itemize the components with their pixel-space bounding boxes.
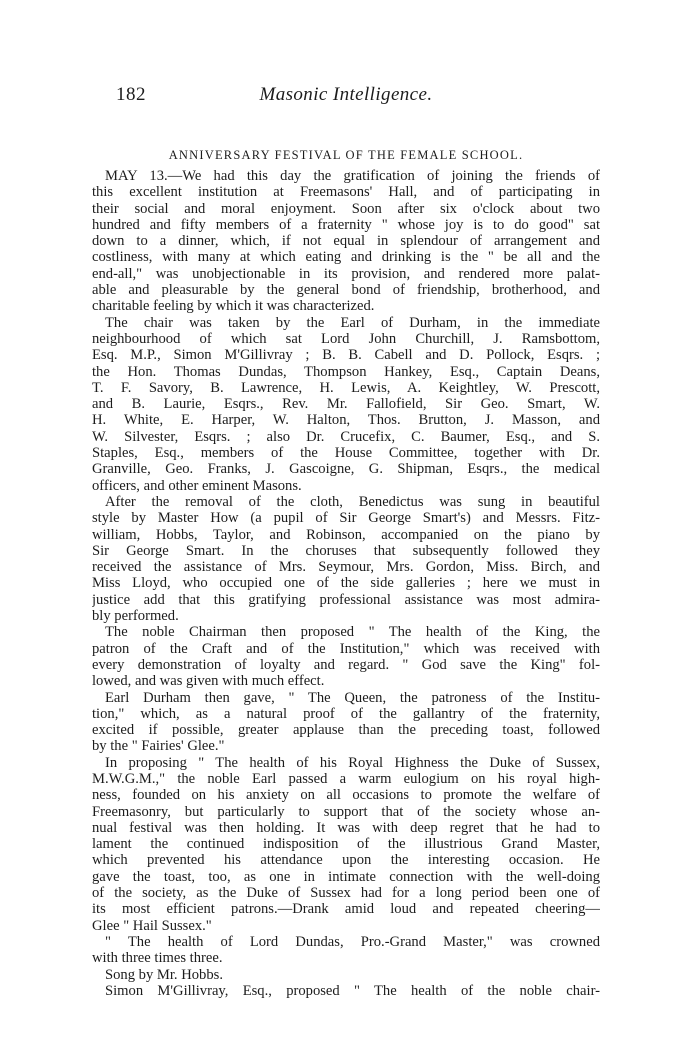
- text-line: Miss Lloyd, who occupied one of the side galleries ; here we must in: [92, 575, 600, 592]
- text-line: which prevented his attendance upon the interesting occasion. He: [92, 852, 600, 869]
- text-line: Song by Mr. Hobbs.: [105, 966, 223, 983]
- text-line: H. White, E. Harper, W. Halton, Thos. Brutton, J. Masson, and: [92, 412, 600, 429]
- text-line: officers, and other eminent Masons.: [92, 477, 302, 494]
- text-line: this excellent institution at Freemasons' Hall, and of participating in: [92, 184, 600, 201]
- text-line: T. F. Savory, B. Lawrence, H. Lewis, A. Keightley, W. Prescott,: [92, 379, 600, 396]
- text-line: with three times three.: [92, 950, 223, 967]
- text-line: gave the toast, too, as one in intimate connection with the well-doing: [92, 868, 600, 885]
- text-line: MAY 13.—We had this day the gratification of joining the friends of: [105, 168, 600, 184]
- text-line: bly performed.: [92, 608, 179, 625]
- text-line: of the society, as the Duke of Sussex had for a long period been one of: [92, 885, 600, 902]
- text-line: by the " Fairies' Glee.": [92, 738, 225, 755]
- text-line: Freemasonry, but particularly to support that of the society whose an-: [92, 803, 600, 820]
- article-title: ANNIVERSARY FESTIVAL OF THE FEMALE SCHOOL.: [168, 148, 524, 162]
- text-line: the Hon. Thomas Dundas, Thompson Hankey, Esq., Captain Deans,: [92, 363, 600, 380]
- text-line: its most efficient patrons.—Drank amid loud and repeated cheering—: [92, 901, 600, 918]
- text-line: " The health of Lord Dundas, Pro.-Grand Master," was crowned: [105, 933, 600, 950]
- text-line: end-all," was unobjectionable in its provision, and rendered more palat-: [92, 265, 600, 282]
- text-line: In proposing " The health of his Royal Highness the Duke of Sussex,: [105, 754, 600, 771]
- text-line: patron of the Craft and of the Institution," which was received with: [92, 640, 600, 657]
- text-line: every demonstration of loyalty and regard. " God save the King" fol-: [92, 656, 600, 673]
- text-line: Earl Durham then gave, " The Queen, the patroness of the Institu-: [105, 689, 600, 706]
- text-line: william, Hobbs, Taylor, and Robinson, accompanied on the piano by: [92, 526, 600, 543]
- text-line: nual festival was then holding. It was with deep regret that he had to: [92, 819, 600, 836]
- text-line: The chair was taken by the Earl of Durham, in the immediate: [105, 314, 600, 331]
- text-line: charitable feeling by which it was characterized.: [92, 298, 375, 315]
- page-header: [116, 84, 576, 110]
- text-line: Esq. M.P., Simon M'Gillivray ; B. B. Cabell and D. Pollock, Esqrs. ;: [92, 347, 600, 364]
- page-number: 182: [116, 84, 146, 105]
- text-line: neighbourhood of which sat Lord John Churchill, J. Ramsbottom,: [92, 330, 600, 347]
- article-body: [92, 168, 600, 999]
- text-line: received the assistance of Mrs. Seymour, Mrs. Gordon, Miss. Birch, and: [92, 559, 600, 576]
- text-line: Staples, Esq., members of the House Committee, together with Dr.: [92, 445, 600, 462]
- running-head: Masonic Intelligence.: [259, 84, 433, 105]
- text-line: lament the continued indisposition of the illustrious Grand Master,: [92, 836, 600, 853]
- text-line: ness, founded on his anxiety on all occasions to promote the welfare of: [92, 787, 600, 804]
- text-line: After the removal of the cloth, Benedictus was sung in beautiful: [105, 493, 600, 510]
- text-line: excited if possible, greater applause than the preceding toast, followed: [92, 722, 600, 739]
- text-line: Sir George Smart. In the choruses that subsequently followed they: [92, 542, 600, 559]
- text-line: and B. Laurie, Esqrs., Rev. Mr. Fallofield, Sir Geo. Smart, W.: [92, 396, 600, 413]
- text-line: able and pleasurable by the general bond of friendship, brotherhood, and: [92, 282, 600, 299]
- text-line: Glee " Hail Sussex.": [92, 917, 212, 934]
- text-line: Granville, Geo. Franks, J. Gascoigne, G. Shipman, Esqrs., the medical: [92, 461, 600, 478]
- text-line: costliness, with many at which eating and drinking is the " be all and the: [92, 249, 600, 266]
- text-line: down to a dinner, which, if not equal in splendour of arrangement and: [92, 233, 600, 250]
- text-line: lowed, and was given with much effect.: [92, 673, 325, 690]
- text-line: justice add that this gratifying professional assistance was most admira-: [92, 591, 600, 608]
- text-line: tion," which, as a natural proof of the gallantry of the fraternity,: [92, 705, 600, 722]
- text-line: W. Silvester, Esqrs. ; also Dr. Crucefix, C. Baumer, Esq., and S.: [92, 428, 600, 445]
- text-line: The noble Chairman then proposed " The health of the King, the: [105, 624, 600, 641]
- text-line: style by Master How (a pupil of Sir George Smart's) and Messrs. Fitz-: [92, 510, 600, 527]
- text-line: Simon M'Gillivray, Esq., proposed " The health of the noble chair-: [105, 982, 600, 999]
- text-line: their social and moral enjoyment. Soon after six o'clock about two: [92, 200, 600, 217]
- text-line: M.W.G.M.," the noble Earl passed a warm eulogium on his royal high-: [92, 770, 600, 787]
- text-line: hundred and fifty members of a fraternity " whose joy is to do good" sat: [92, 216, 600, 233]
